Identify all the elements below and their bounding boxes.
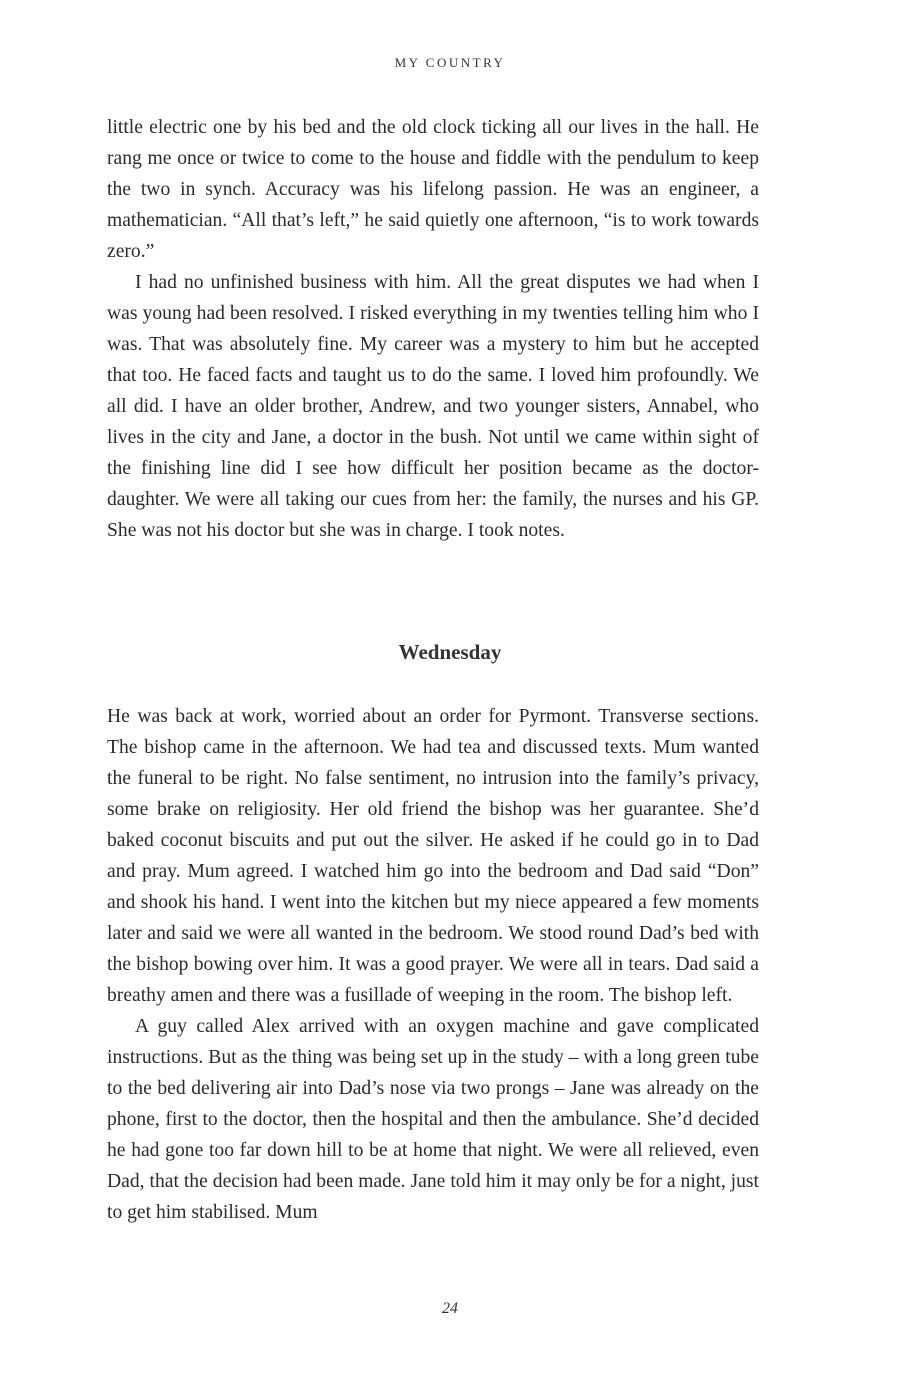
paragraph: I had no unfinished business with him. All the great disputes we had when I was young had been resolved. I risked everything in my twenties telling him who I was. That was absolutely fine. My career was a mystery to him but he accepted that too. He faced facts and taught us to do the same. I loved him profoundly. We all did. I have an older brother, Andrew, and two younger sisters, Annabel, who lives in the city and Jane, a doctor in the bush. Not until we came within sight of the finishing line did I see how difficult her position became as the doctor-daughter. We were all taking our cues from her: the family, the nurses and his GP. She was not his doctor but she was in charge. I took notes. — [107, 272, 759, 541]
section-heading: Wednesday — [398, 640, 502, 664]
page-number: 24 — [442, 1300, 458, 1317]
running-head: MY COUNTRY — [394, 55, 506, 70]
paragraph: A guy called Alex arrived with an oxygen machine and gave complicated instructions. But as the thing was being set up in the study – with a long green tube to the bed delivering air into Dad’s nose via two prongs – Jane was already on the phone, first to the doctor, then the hospital and then the ambulance. She’d decided he had gone too far down hill to be at home that night. We were all relieved, even Dad, that the decision had been made. Jane told him it may only be for a night, just to get him stabilised. Mum — [107, 1016, 759, 1223]
paragraph: He was back at work, worried about an order for Pyrmont. Transverse sections. The bishop came in the afternoon. We had tea and discussed texts. Mum wanted the funeral to be right. No false sentiment, no intrusion into the family’s privacy, some brake on religiosity. Her old friend the bishop was her guarantee. She’d baked coconut biscuits and put out the silver. He asked if he could go in to Dad and pray. Mum agreed. I watched him go into the bedroom and Dad said “Don” and shook his hand. I went into the kitchen but my niece appeared a few moments later and said we were all wanted in the bedroom. We stood round Dad’s bed with the bishop bowing over him. It was a good prayer. We were all in tears. Dad said a breathy amen and there was a fusillade of weeping in the room. The bishop left. — [107, 706, 759, 1006]
text-block-after-heading — [107, 701, 759, 1228]
text-block-before-heading — [107, 112, 759, 546]
paragraph: little electric one by his bed and the old clock ticking all our lives in the hall. He rang me once or twice to come to the house and fiddle with the pendulum to keep the two in synch. Accuracy was his lifelong passion. He was an engineer, a mathematician. “All that’s left,” he said quietly one afternoon, “is to work towards zero.” — [107, 117, 759, 262]
